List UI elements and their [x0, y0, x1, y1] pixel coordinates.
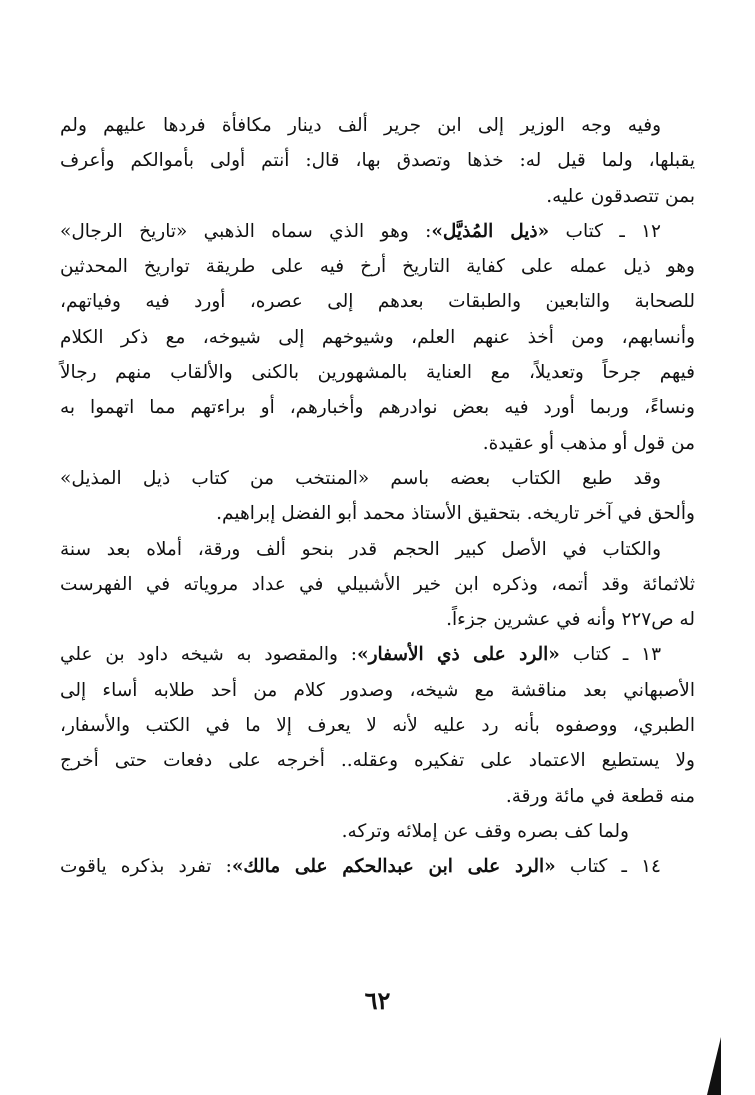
text-line: الأصبهاني بعد مناقشة مع شيخه، وصدور كلام من أحد طلابه أساء إلى	[60, 679, 695, 701]
text-line: وألحق في آخر تاريخه. بتحقيق الأستاذ محمد أبو الفضل إبراهيم.	[216, 503, 695, 525]
entry-text: : تفرد بذكره ياقوت	[60, 856, 232, 878]
entry-number: ١٤ ـ كتاب	[569, 856, 661, 878]
entry-14-heading-line	[60, 849, 695, 884]
entry-13-heading-line	[60, 637, 695, 672]
page-number: ٦٢	[364, 986, 391, 1015]
text-line: ولما كف بصره وقف عن إملائه وتركه.	[341, 820, 629, 842]
body-text	[60, 108, 695, 885]
text-line: ونساءً، وربما أورد فيه بعض نوادرهم وأخبارهم، أو براءتهم مما اتهموا به	[60, 397, 695, 419]
text-line: يقبلها، ولما قيل له: خذها وتصدق بها، قال: أنتم أولى بأموالكم وأعرف	[60, 150, 695, 172]
entry-title: «الرد على ابن عبدالحكم على مالك»	[231, 856, 556, 878]
text-line: فيهم جرحاً وتعديلاً، مع العناية بالمشهورين بالكنى والألقاب منهم رجالاً	[60, 362, 695, 384]
text-line: وفيه وجه الوزير إلى ابن جرير ألف دينار مكافأة فردها عليهم ولم	[60, 115, 661, 136]
text-line: ثلاثمائة وقد أتمه، وذكره ابن خير الأشبيلي في عداد مروياته في الفهرست	[60, 573, 695, 595]
text-line: وقد طبع الكتاب بعضه باسم «المنتخب من كتاب ذيل المذيل»	[60, 467, 661, 489]
text-line: بمن تتصدقون عليه.	[546, 185, 695, 207]
entry-number: ١٢ ـ كتاب	[565, 220, 661, 242]
text-line: من قول أو مذهب أو عقيدة.	[482, 432, 695, 454]
entry-text: : وهو الذي سماه الذهبي «تاريخ الرجال»	[60, 220, 432, 242]
text-line: له ص٢٢٧ وأنه في عشرين جزءاً.	[446, 609, 695, 631]
entry-12-heading-line	[60, 214, 695, 249]
entry-title: «ذيل المُذيَّل»	[431, 220, 550, 242]
entry-number: ١٣ ـ كتاب	[572, 644, 662, 666]
text-line: للصحابة والتابعين والطبقات بعدهم إلى عصره، أورد فيه وفياتهم،	[60, 291, 695, 313]
page-edge-shadow	[707, 1037, 721, 1095]
text-line: منه قطعة في مائة ورقة.	[505, 785, 695, 807]
entry-text: : والمقصود به شيخه داود بن علي	[60, 644, 358, 666]
text-line: والكتاب في الأصل كبير الحجم قدر بنحو ألف ورقة، أملاه بعد سنة	[60, 538, 661, 560]
text-line: وهو ذيل عمله على كفاية التاريخ أرخ فيه على طريقة تواريخ المحدثين	[60, 256, 695, 278]
text-line: وأنسابهم، ومن أخذ عنهم العلم، وشيوخهم إلى شيوخه، مع ذكر الكلام	[60, 326, 695, 348]
text-line: الطبري، ووصفوه بأنه رد عليه لأنه لا يعرف إلا ما في الكتب والأسفار،	[60, 715, 695, 737]
entry-title: «الرد على ذي الأسفار»	[357, 644, 560, 666]
text-line: ولا يستطيع الاعتماد على تفكيره وعقله.. أخرجه على دفعات حتى أخرج	[60, 750, 695, 772]
